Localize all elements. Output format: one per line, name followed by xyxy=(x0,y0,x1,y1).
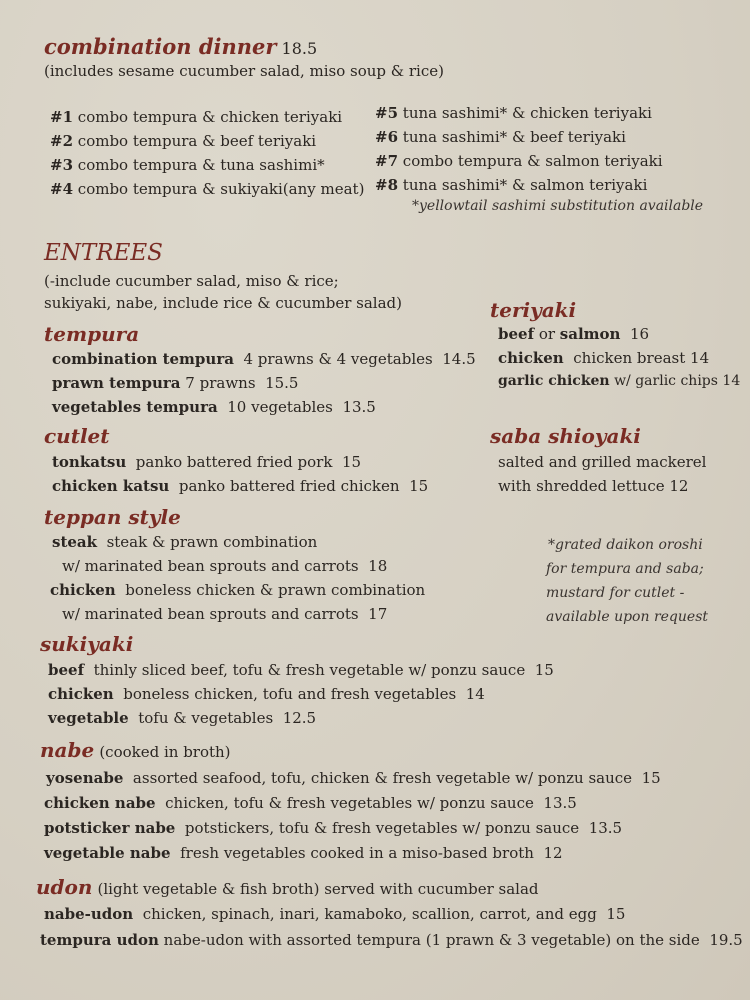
list-item: nabe-udon chicken, spinach, inari, kamaboko, scallion, carrot, and egg 15 xyxy=(44,905,626,923)
list-item: chicken nabe chicken, tofu & fresh vegetables w/ ponzu sauce 13.5 xyxy=(44,794,577,812)
list-item: #5 tuna sashimi* & chicken teriyaki xyxy=(375,104,652,122)
list-item: #7 combo tempura & salmon teriyaki xyxy=(375,152,663,170)
list-item: garlic chicken w/ garlic chips 14 xyxy=(498,373,741,389)
list-item: #6 tuna sashimi* & beef teriyaki xyxy=(375,128,626,146)
list-item: chicken boneless chicken, tofu and fresh vegetables 14 xyxy=(48,685,485,703)
combo-price: 18.5 xyxy=(281,39,318,58)
teppan-title: teppan style xyxy=(44,505,181,529)
list-item: #8 tuna sashimi* & salmon teriyaki xyxy=(375,176,648,194)
teriyaki-title: teriyaki xyxy=(490,298,577,322)
saba-line-1: salted and grilled mackerel xyxy=(498,453,707,471)
list-item: potsticker nabe potstickers, tofu & fresh vegetables w/ ponzu sauce 13.5 xyxy=(44,819,623,837)
tempura-title: tempura xyxy=(44,322,140,346)
list-item: yosenabe assorted seafood, tofu, chicken & fresh vegetable w/ ponzu sauce 15 xyxy=(46,769,661,787)
combo-title: combination dinner xyxy=(44,34,277,59)
nabe-title: nabe xyxy=(40,738,95,762)
sukiyaki-title: sukiyaki xyxy=(40,632,134,656)
list-item: tempura udon nabe-udon with assorted tempura (1 prawn & 3 vegetable) on the side 19.5 xyxy=(40,931,743,949)
list-item: vegetables tempura 10 vegetables 13.5 xyxy=(52,398,376,416)
list-item: steak steak & prawn combination xyxy=(52,533,318,551)
list-item: #3 combo tempura & tuna sashimi* xyxy=(50,156,325,174)
list-item: tonkatsu panko battered fried pork 15 xyxy=(52,453,362,471)
side-note-line-2: for tempura and saba; xyxy=(546,561,704,577)
list-item: chicken boneless chicken & prawn combination xyxy=(50,581,426,599)
list-item: beef thinly sliced beef, tofu & fresh vegetable w/ ponzu sauce 15 xyxy=(48,661,554,679)
udon-subtitle: (light vegetable & fish broth) served with cucumber salad xyxy=(97,880,539,898)
combo-includes: (includes sesame cucumber salad, miso soup & rice) xyxy=(44,62,444,80)
list-item: #2 combo tempura & beef teriyaki xyxy=(50,132,317,150)
nabe-heading xyxy=(40,738,231,762)
list-item: vegetable nabe fresh vegetables cooked in a miso-based broth 12 xyxy=(44,844,563,862)
list-item: combination tempura 4 prawns & 4 vegetables 14.5 xyxy=(52,350,476,368)
cutlet-title: cutlet xyxy=(44,424,110,448)
saba-title: saba shioyaki xyxy=(490,424,641,448)
list-item: #1 combo tempura & chicken teriyaki xyxy=(50,108,343,126)
side-note-line-1: *grated daikon oroshi xyxy=(548,537,703,553)
entrees-sub-1: (-include cucumber salad, miso & rice; xyxy=(44,272,339,290)
saba-line-2: with shredded lettuce 12 xyxy=(498,477,689,495)
list-item: #4 combo tempura & sukiyaki(any meat) xyxy=(50,180,365,198)
entrees-title: ENTREES xyxy=(44,240,163,266)
list-item: chicken katsu panko battered fried chicken 15 xyxy=(52,477,429,495)
list-item: prawn tempura 7 prawns 15.5 xyxy=(52,374,299,392)
list-item: w/ marinated bean sprouts and carrots 18 xyxy=(62,557,388,575)
side-note-line-3: mustard for cutlet - xyxy=(546,585,685,601)
entrees-sub-2: sukiyaki, nabe, include rice & cucumber salad) xyxy=(44,294,403,312)
combo-heading xyxy=(44,34,317,59)
udon-title: udon xyxy=(36,875,93,899)
combo-note: *yellowtail sashimi substitution available xyxy=(412,198,704,214)
list-item: chicken chicken breast 14 xyxy=(498,349,710,367)
list-item: vegetable tofu & vegetables 12.5 xyxy=(48,709,317,727)
udon-heading xyxy=(36,875,539,899)
side-note-line-4: available upon request xyxy=(546,609,709,625)
list-item: beef or salmon 16 xyxy=(498,325,650,343)
nabe-subtitle: (cooked in broth) xyxy=(99,743,231,761)
list-item: w/ marinated bean sprouts and carrots 17 xyxy=(62,605,388,623)
